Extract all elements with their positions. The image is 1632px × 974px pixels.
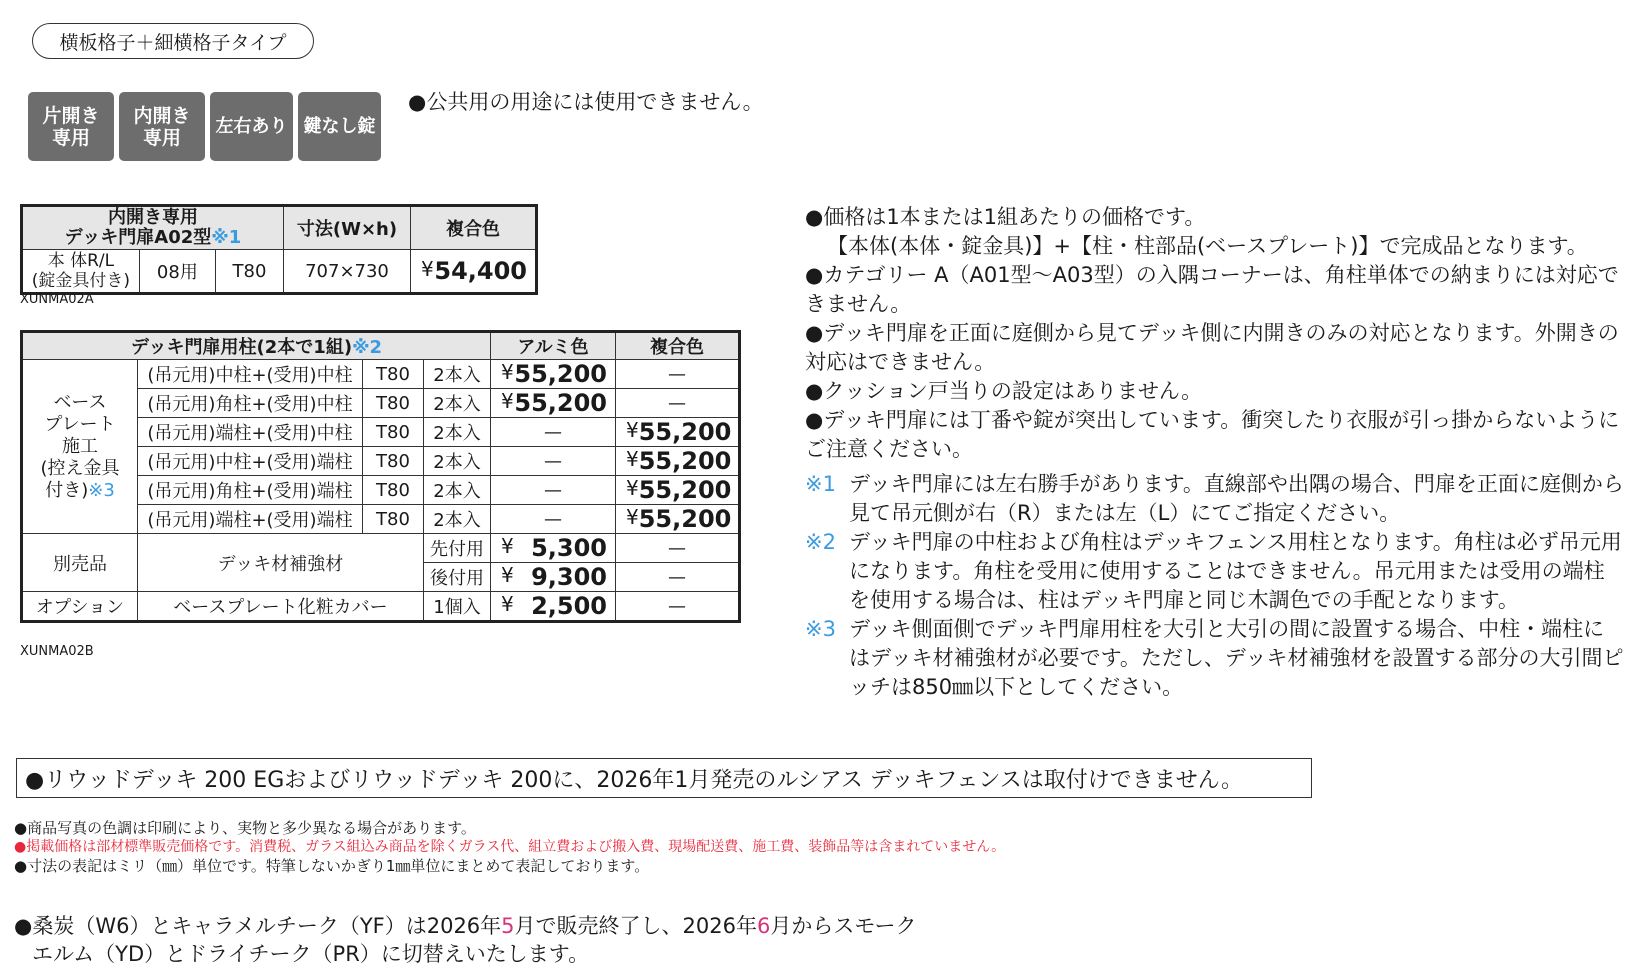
text-a: ●桑炭（W6）とキャラメルチーク（YF）は2026年 [14,914,502,938]
post-name: (吊元用)中柱+(受用)端柱 [138,447,363,476]
post-alumi-price [491,389,616,418]
post-name: (吊元用)角柱+(受用)端柱 [138,476,363,505]
post-alumi-dash: — [491,447,616,476]
note-inward-only: ●デッキ門扉を正面に庭側から見てデッキ側に内開きのみの対応となります。外開きの対応はできません。 [805,321,1619,374]
option-qty: 1個入 [424,592,491,622]
yen-sign: ¥ [501,389,514,413]
post-t: T80 [363,447,424,476]
post-t: T80 [363,505,424,534]
header-composite-2: 複合色 [616,332,740,360]
star-mark: ※1 [805,472,836,496]
post-name: (吊元用)中柱+(受用)中柱 [138,360,363,389]
yen-sign: ¥ [501,592,514,616]
row-body-price [411,250,537,294]
post-alumi-dash: — [491,418,616,447]
group-label: ベース プレート 施工 (控え金具 付き) [40,391,120,501]
row-body-use: 08用 [139,250,215,294]
star-mark: ※2 [805,530,836,554]
yen-sign: ¥ [501,360,514,384]
post-qty: 2本入 [424,447,491,476]
option-composite-dash: — [616,592,740,622]
small-note-color: ●商品写真の色調は印刷により、実物と多少異なる場合があります。 [14,819,476,837]
post-composite-dash: — [616,360,740,389]
group-base-plate [22,360,138,534]
yen-sign: ¥ [626,476,639,500]
star-text: デッキ門扉の中柱および角柱はデッキフェンス用柱となります。角柱は必ず吊元用になります。角柱を受用に使用することはできません。吊元用または受用の端柱を使用する場合は、柱はデッキ門扉と同じ木調色での手配となります。 [849,530,1622,612]
yen-sign: ¥ [626,505,639,529]
post-alumi-dash: — [491,476,616,505]
yen-sign: ¥ [501,534,514,558]
header-model-name: デッキ門扉A02型 [64,227,212,248]
note-mark-1: ※1 [211,227,242,248]
star-note-2 [805,528,1625,615]
price-value: 2,500 [531,592,607,620]
note-complete-set: 【本体(本体・錠金具)】+【柱・柱部品(ベースプレート)】で完成品となります。 [827,234,1588,258]
separate-alumi-price [491,534,616,563]
header-model-line2 [23,228,283,248]
type-label: 横板格子＋細横格子タイプ [32,23,314,59]
post-t: T80 [363,389,424,418]
star-text: デッキ側面側でデッキ門扉用柱を大引と大引の間に設置する場合、中柱・端柱にはデッキ材補強材が必要です。ただし、デッキ材補強材を設置する部分の大引間ピッチは850㎜以下としてください。 [849,617,1624,699]
header-model [22,206,284,250]
yen-sign: ¥ [421,257,434,281]
post-table [20,330,741,623]
product-code-b: XUNMA02B [20,644,94,659]
separate-alumi-price [491,563,616,592]
post-composite-price [616,505,740,534]
post-name: (吊元用)角柱+(受用)中柱 [138,389,363,418]
price-value: 55,200 [514,389,607,417]
post-composite-price [616,418,740,447]
gate-body-table [20,204,538,295]
month-june: 6 [757,914,771,938]
price-value: 55,200 [638,447,732,475]
price-value: 55,200 [638,505,732,533]
separate-name: デッキ材補強材 [138,534,424,592]
header-alumi: アルミ色 [491,332,616,360]
post-qty: 2本入 [424,418,491,447]
post-t: T80 [363,360,424,389]
note-category-corner: ●カテゴリー A（A01型～A03型）の入隅コーナーは、角柱単体での納まりには対応できません。 [805,263,1619,316]
color-change-line2: エルム（YD）とドライチーク（PR）に切替えいたします。 [32,942,590,966]
post-qty: 2本入 [424,476,491,505]
option-label: オプション [22,592,138,622]
header-composite: 複合色 [411,206,537,250]
star-mark: ※3 [805,617,836,641]
note-price-unit: ●価格は1本または1組あたりの価格です。 [805,205,1206,229]
header-size: 寸法(W×h) [284,206,411,250]
header-model-line1: 内開き専用 [108,207,198,228]
row-body-name: 本 体R/L (錠金具付き) [22,250,140,294]
yen-sign: ¥ [626,447,639,471]
post-qty: 2本入 [424,505,491,534]
row-body-size: 707×730 [284,250,411,294]
tag-inward-swing: 内開き 専用 [119,92,205,161]
post-alumi-price [491,360,616,389]
post-name: (吊元用)端柱+(受用)端柱 [138,505,363,534]
separate-qty: 先付用 [424,534,491,563]
header-post [22,332,491,360]
separate-composite-dash: — [616,563,740,592]
price-value: 55,200 [638,476,732,504]
text-b: 月で販売終了し、2026年 [514,914,757,938]
post-qty: 2本入 [424,360,491,389]
separate-composite-dash: — [616,534,740,563]
star-note-3 [805,615,1625,702]
post-name: (吊元用)端柱+(受用)中柱 [138,418,363,447]
product-code-a: XUNMA02A [20,292,94,307]
option-alumi-price [491,592,616,622]
note-mark-2: ※2 [352,337,383,358]
feature-tags [28,92,381,161]
star-text: デッキ門扉には左右勝手があります。直線部や出隅の場合、門扉を正面に庭側から見て吊元側が右（R）または左（L）にてご指定ください。 [849,472,1624,525]
notes-section [805,203,1625,702]
color-change-line1 [14,912,917,940]
note-protrusion: ●デッキ門扉には丁番や錠が突出しています。衝突したり衣服が引っ掛からないようにご注意ください。 [805,408,1620,461]
tag-keyless-lock: 鍵なし錠 [298,92,381,161]
star-note-1 [805,470,1625,528]
post-t: T80 [363,476,424,505]
option-name: ベースプレート化粧カバー [138,592,424,622]
text-c: 月からスモーク [770,914,917,938]
note-cushion: ●クッション戸当りの設定はありません。 [805,379,1203,403]
header-post-label: デッキ門扉用柱(2本で1組) [130,337,353,358]
post-alumi-dash: — [491,505,616,534]
separate-qty: 後付用 [424,563,491,592]
month-may: 5 [501,914,515,938]
small-note-units: ●寸法の表記はミリ（㎜）単位です。特筆しないかぎり1㎜単位にまとめて表記しております。 [14,857,650,875]
price-value: 55,200 [514,360,607,388]
post-qty: 2本入 [424,389,491,418]
price-value: 55,200 [638,418,732,446]
yen-sign: ¥ [626,418,639,442]
tag-single-swing: 片開き 専用 [28,92,114,161]
post-composite-price [616,447,740,476]
color-change-note [14,912,917,968]
price-value: 54,400 [434,257,527,285]
price-value: 9,300 [531,563,607,591]
fence-incompatibility-note: ●リウッドデッキ 200 EGおよびリウッドデッキ 200に、2026年1月発売のルシアス デッキフェンスは取付けできません。 [16,758,1312,798]
small-note-price: ●掲載価格は部材標準販売価格です。消費税、ガラス組込み商品を除くガラス代、組立費および搬入費、現場配送費、施工費、装飾品等は含まれていません。 [14,839,1006,855]
separate-label: 別売品 [22,534,138,592]
row-body-t: T80 [215,250,283,294]
post-composite-price [616,476,740,505]
post-t: T80 [363,418,424,447]
note-mark-3: ※3 [88,479,115,501]
tag-left-right: 左右あり [210,92,293,161]
yen-sign: ¥ [501,563,514,587]
price-value: 5,300 [531,534,607,562]
public-use-note: ●公共用の用途には使用できません。 [408,90,764,114]
post-composite-dash: — [616,389,740,418]
